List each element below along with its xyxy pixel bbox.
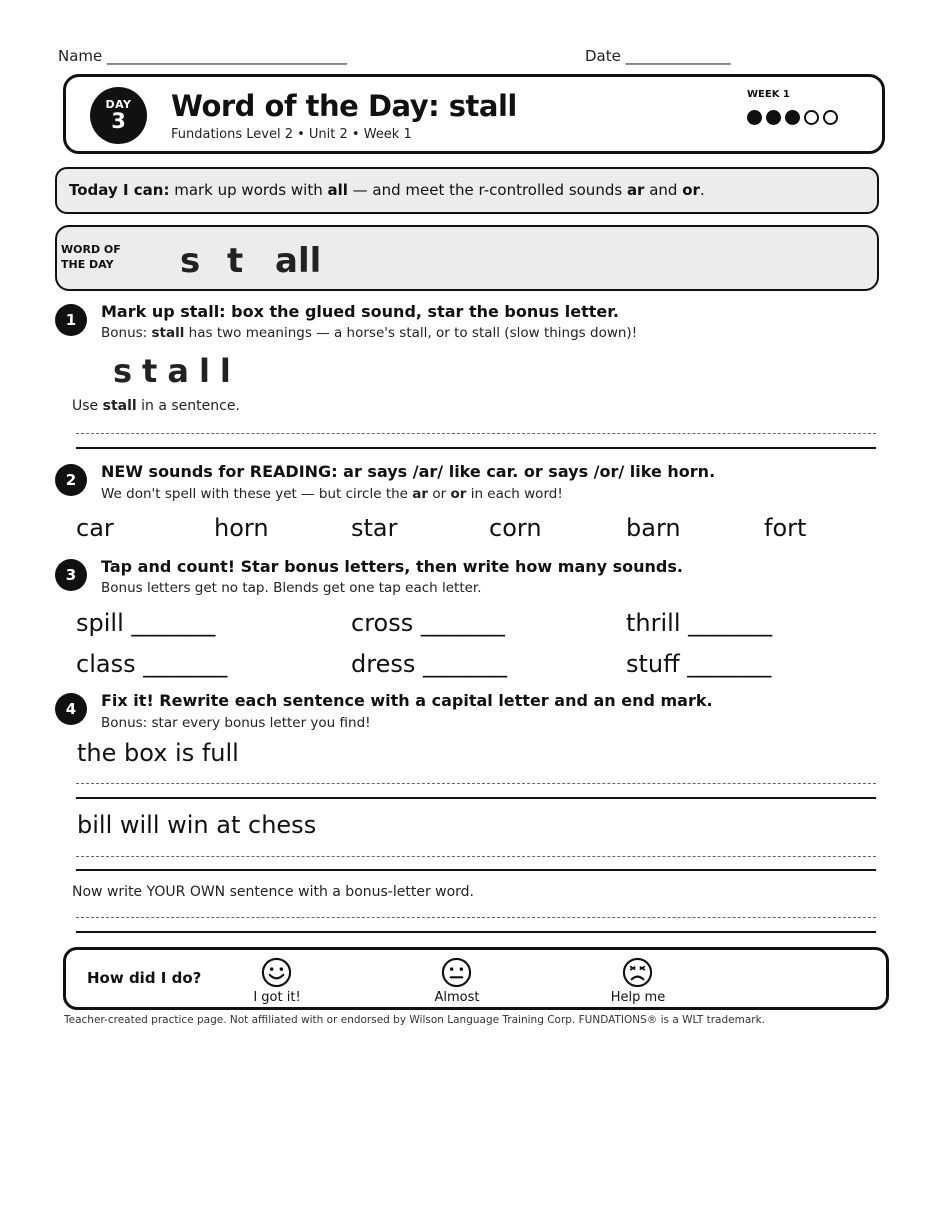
reading-word[interactable]: car: [76, 514, 114, 542]
section-1-hint: [101, 325, 637, 341]
section-1-hint-bold: stall: [151, 325, 185, 341]
tap-count-item[interactable]: stuff _______: [626, 650, 772, 678]
section-4-hint: Bonus: star every bonus letter you find!: [101, 715, 371, 731]
page-title: Word of the Day: stall: [171, 89, 517, 123]
section-2-hint: [101, 486, 563, 502]
word-part-all: all: [275, 241, 322, 281]
tap-count-item[interactable]: cross _______: [351, 609, 505, 637]
self-check-option-label: I got it!: [253, 990, 301, 1005]
own-sentence-prompt: Now write YOUR OWN sentence with a bonus-letter word.: [72, 884, 475, 900]
section-number-4: 4: [55, 693, 87, 725]
today-bold-all: all: [327, 181, 348, 199]
self-check-option-label: Almost: [434, 990, 480, 1005]
word-part-t: t: [227, 241, 244, 281]
date-field[interactable]: Date ______________: [585, 47, 731, 65]
reading-word[interactable]: horn: [214, 514, 269, 542]
word-of-day-label-line2: THE DAY: [61, 258, 114, 271]
reading-word[interactable]: corn: [489, 514, 542, 542]
section-2-hint-bold-or: or: [450, 486, 467, 502]
writing-baseline[interactable]: [76, 931, 876, 933]
writing-midline: [76, 856, 876, 857]
week-progress-dots: [747, 110, 838, 125]
today-i-can-box: [55, 167, 879, 214]
section-4-question: Fix it! Rewrite each sentence with a capital letter and an end mark.: [101, 691, 713, 710]
section-2-hint-pre: We don't spell with these yet — but circle the: [101, 486, 413, 502]
word-of-day-box: [55, 225, 879, 291]
today-text-2: — and meet the r-controlled sounds: [347, 181, 627, 199]
section-number-2: 2: [55, 464, 87, 496]
progress-dot-empty: [823, 110, 838, 125]
week-label: WEEK 1: [747, 89, 790, 100]
progress-dot-filled: [766, 110, 781, 125]
today-text-1: mark up words with: [169, 181, 328, 199]
page-subtitle: Fundations Level 2 • Unit 2 • Week 1: [171, 127, 412, 142]
section-2-hint-bold-ar: ar: [412, 486, 429, 502]
word-part-s: s: [180, 241, 201, 281]
section-1-hint-pre: Bonus:: [101, 325, 152, 341]
section-1-question: Mark up stall: box the glued sound, star the bonus letter.: [101, 302, 619, 321]
writing-midline: [76, 917, 876, 918]
markup-word: stall: [113, 352, 241, 390]
progress-dot-filled: [785, 110, 800, 125]
section-number-3: 3: [55, 559, 87, 591]
reading-word[interactable]: fort: [764, 514, 807, 542]
today-text-4: .: [699, 181, 705, 199]
day-label: DAY: [105, 98, 132, 111]
day-badge: [90, 87, 147, 144]
frown-face-icon[interactable]: [622, 957, 653, 988]
neutral-face-icon[interactable]: [441, 957, 472, 988]
tap-count-item[interactable]: spill _______: [76, 609, 216, 637]
word-of-day-label-line1: WORD OF: [61, 243, 121, 256]
section-2-hint-post: in each word!: [466, 486, 563, 502]
tap-count-item[interactable]: class _______: [76, 650, 228, 678]
section-1-prompt-bold: stall: [102, 398, 137, 414]
writing-baseline[interactable]: [76, 869, 876, 871]
section-1-prompt: [72, 398, 240, 414]
name-field[interactable]: Name ________________________________: [58, 47, 348, 65]
fix-sentence: the box is full: [77, 739, 239, 767]
today-bold-or: or: [682, 181, 700, 199]
footer-disclaimer: Teacher-created practice page. Not affiliated with or endorsed by Wilson Language Training Corp. FUNDATIONS® is a WLT trademark.: [64, 1014, 766, 1026]
reading-word[interactable]: barn: [626, 514, 681, 542]
reading-word[interactable]: star: [351, 514, 398, 542]
section-2-question: NEW sounds for READING: ar says /ar/ like car. or says /or/ like horn.: [101, 462, 716, 481]
today-text-3: and: [644, 181, 683, 199]
fix-sentence: bill will win at chess: [77, 811, 317, 839]
section-1-prompt-pre: Use: [72, 398, 103, 414]
word-of-day-label: [61, 242, 121, 272]
section-3-question: Tap and count! Star bonus letters, then write how many sounds.: [101, 557, 683, 576]
progress-dot-filled: [747, 110, 762, 125]
writing-midline: [76, 783, 876, 784]
writing-baseline[interactable]: [76, 447, 876, 449]
self-check-option-label: Help me: [610, 990, 666, 1005]
smile-face-icon[interactable]: [261, 957, 292, 988]
today-lead: Today I can:: [69, 181, 170, 199]
progress-dot-empty: [804, 110, 819, 125]
tap-count-item[interactable]: thrill _______: [626, 609, 773, 637]
section-3-hint: Bonus letters get no tap. Blends get one tap each letter.: [101, 580, 482, 596]
tap-count-item[interactable]: dress _______: [351, 650, 507, 678]
today-bold-ar: ar: [626, 181, 645, 199]
writing-midline: [76, 433, 876, 434]
section-1-prompt-post: in a sentence.: [136, 398, 240, 414]
day-number: 3: [111, 109, 126, 133]
self-check-question: How did I do?: [87, 969, 202, 987]
section-1-hint-post: has two meanings — a horse's stall, or to stall (slow things down)!: [184, 325, 638, 341]
writing-baseline[interactable]: [76, 797, 876, 799]
section-2-hint-mid: or: [428, 486, 451, 502]
section-number-1: 1: [55, 304, 87, 336]
